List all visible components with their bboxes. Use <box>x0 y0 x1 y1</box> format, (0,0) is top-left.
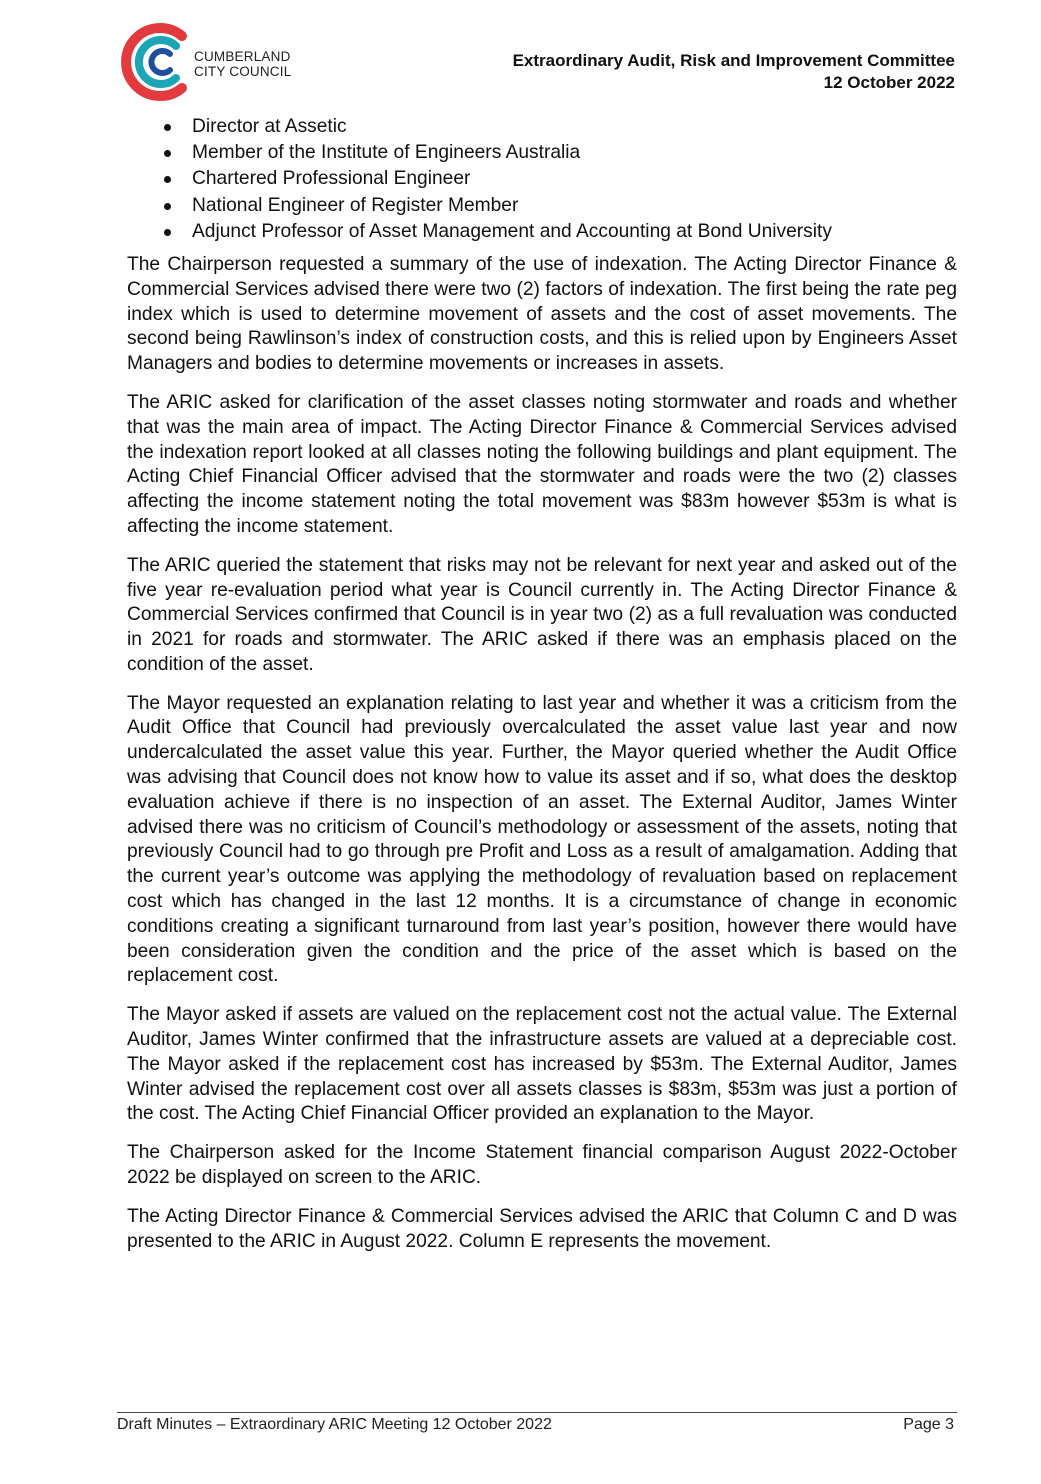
footer-document-name: Draft Minutes – Extraordinary ARIC Meeting 12 October 2022 <box>117 1416 552 1433</box>
paragraph-asset-classes: The ARIC asked for clarification of the asset classes noting stormwater and roads and whether that was the main area of impact. The Acting Director Finance & Commercial Services advised the indexation report looked at all classes noting the following buildings and plant equipment. The Acting Chief Financial Officer advised that the stormwater and roads were the two (2) classes affecting the income statement noting the total movement was $83m however $53m is what is affecting the income statement. <box>127 391 957 537</box>
bullet-icon <box>164 124 171 131</box>
list-item-text: National Engineer of Register Member <box>192 194 519 216</box>
council-logo-mark <box>120 22 192 102</box>
document-header-title <box>513 50 955 94</box>
bullet-icon <box>164 229 171 236</box>
footer-divider <box>117 1412 957 1413</box>
list-item-text: Member of the Institute of Engineers Australia <box>192 142 581 164</box>
footer-page-number: Page 3 <box>903 1416 954 1433</box>
paragraph-columns: The Acting Director Finance & Commercial Services advised the ARIC that Column C and D was presented to the ARIC in August 2022. Column E represents the movement. <box>127 1205 957 1252</box>
list-item <box>127 193 957 219</box>
bullet-icon <box>164 150 171 157</box>
list-item-text: Adjunct Professor of Asset Management and Accounting at Bond University <box>192 220 832 242</box>
list-item <box>127 166 957 192</box>
bullet-icon <box>164 203 171 210</box>
logo-line-2: CITY COUNCIL <box>194 64 292 79</box>
logo-line-1: CUMBERLAND <box>194 49 291 64</box>
paragraph-replacement-cost: The Mayor asked if assets are valued on the replacement cost not the actual value. The External Auditor, James Winter confirmed that the infrastructure assets are valued at a depreciable cost. The Mayor asked if the replacement cost has increased by $53m. The External Auditor, James Winter advised the replacement cost over all assets classes is $83m, $53m was just a portion of the cost. The Acting Chief Financial Officer provided an explanation to the Mayor. <box>127 1004 957 1125</box>
committee-name: Extraordinary Audit, Risk and Improvement Committee <box>512 51 955 70</box>
paragraph-revaluation-period: The ARIC queried the statement that risks may not be relevant for next year and asked out of the five year re-evaluation period what year is Council currently in. The Acting Director Finance & Commercial Services confirmed that Council is in year two (2) as a full revaluation was conducted in 2021 for roads and stormwater. The ARIC asked if there was an emphasis placed on the condition of the asset. <box>127 554 957 675</box>
credentials-list <box>127 114 957 245</box>
list-item <box>127 114 957 140</box>
paragraph-indexation: The Chairperson requested a summary of the use of indexation. The Acting Director Finance & Commercial Services advised there were two (2) factors of indexation. The first being the rate peg index which is used to determine movement of assets and the cost of asset movements. The second being Rawlinson’s index of construction costs, and this is relied upon by Engineers Asset Managers and bodies to determine movements or increases in assets. <box>127 253 957 375</box>
list-item <box>127 219 957 245</box>
bullet-icon <box>164 176 171 183</box>
paragraph-mayor-explanation: The Mayor requested an explanation relating to last year and whether it was a criticism from the Audit Office that Council had previously overcalculated the asset value last year and now undercalculated the asset value this year. Further, the Mayor queried whether the Audit Office was advising that Council does not know how to value its asset and if so, what does the desktop evaluation achieve if there is no inspection of an asset. The External Auditor, James Winter advised there was no criticism of Council’s methodology or assessment of the assets, noting that previously Council had to go through pre Profit and Loss as a result of amalgamation. Adding that the current year’s outcome was applying the methodology of revaluation based on replacement cost which has changed in the last 12 months. It is a circumstance of change in economic conditions creating a significant turnaround from last year’s position, however there would have been consideration given the condition and the price of the asset which is based on the replacement cost. <box>127 692 957 987</box>
paragraph-income-statement: The Chairperson asked for the Income Statement financial comparison August 2022-October 2022 be displayed on screen to the ARIC. <box>127 1142 957 1189</box>
list-item-text: Director at Assetic <box>192 116 347 137</box>
meeting-date: 12 October 2022 <box>823 73 955 92</box>
list-item-text: Chartered Professional Engineer <box>192 168 471 190</box>
council-logo-text <box>194 49 291 79</box>
list-item <box>127 140 957 166</box>
minutes-body <box>127 114 957 1268</box>
council-logo <box>120 22 330 102</box>
